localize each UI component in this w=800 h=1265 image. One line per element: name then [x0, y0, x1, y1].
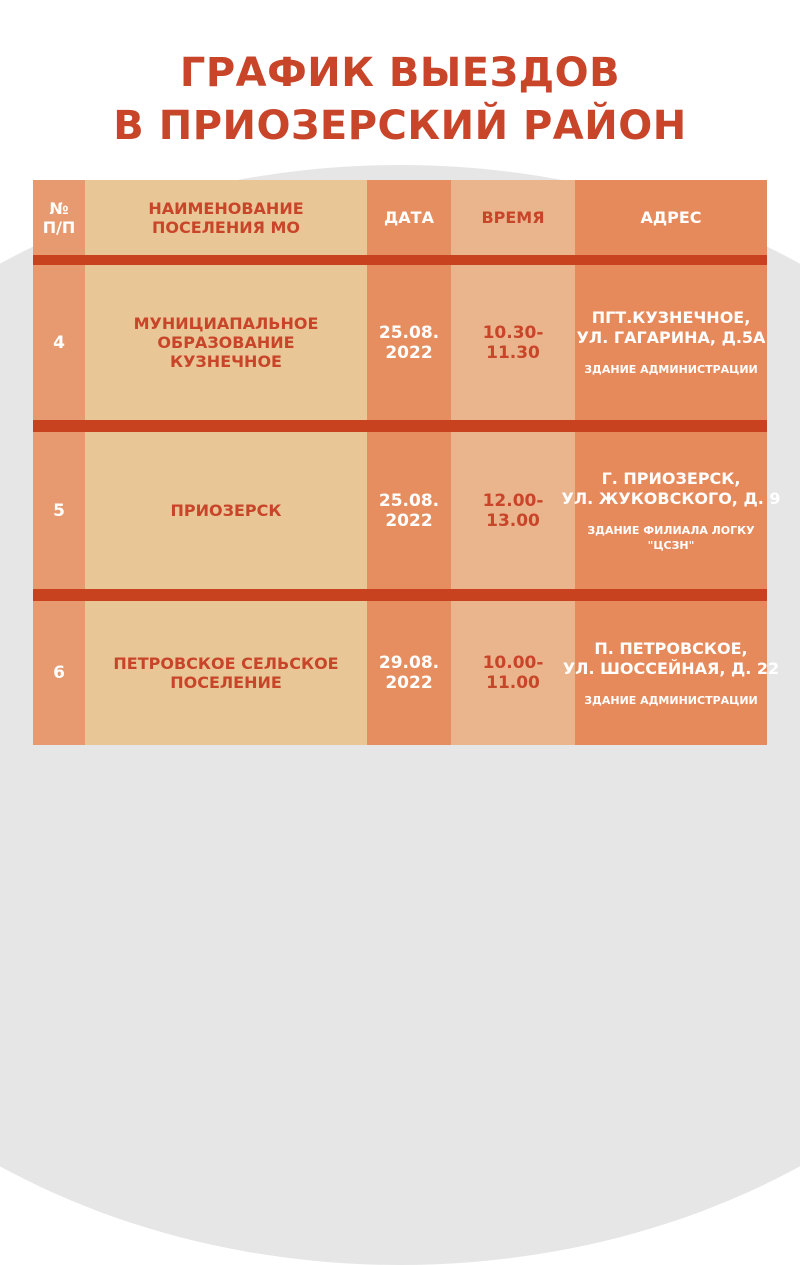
- header-name: НАИМЕНОВАНИЕ ПОСЕЛЕНИЯ МО: [85, 180, 367, 255]
- row-address-note: ЗДАНИЕ ФИЛИАЛА ЛОГКУ "ЦСЗН": [587, 523, 755, 552]
- header-time: ВРЕМЯ: [451, 180, 575, 255]
- row-date: 25.08. 2022: [367, 265, 451, 420]
- row-address-note: ЗДАНИЕ АДМИНИСТРАЦИИ: [584, 363, 758, 376]
- title-line-1: ГРАФИК ВЫЕЗДОВ: [179, 50, 621, 96]
- row-separator: [33, 589, 767, 601]
- row-address-note: ЗДАНИЕ АДМИНИСТРАЦИИ: [584, 693, 758, 707]
- table-row: [33, 432, 781, 589]
- row-address: П. ПЕТРОВСКОЕ, УЛ. ШОССЕЙНАЯ, Д. 22 ЗДАНИЕ АДМИНИСТРАЦИИ: [575, 601, 767, 745]
- row-name: ПРИОЗЕРСК: [85, 432, 367, 589]
- table-row: [33, 265, 767, 420]
- header-address: АДРЕС: [575, 180, 767, 255]
- table-row: [33, 601, 780, 745]
- row-num: 5: [33, 432, 85, 589]
- table-header: [33, 180, 767, 255]
- row-address: Г. ПРИОЗЕРСК, УЛ. ЖУКОВСКОГО, Д. 9 ЗДАНИЕ ФИЛИАЛА ЛОГКУ "ЦСЗН": [575, 432, 767, 589]
- schedule-table: [33, 180, 781, 745]
- row-date: 29.08. 2022: [367, 601, 451, 745]
- header-date: ДАТА: [367, 180, 451, 255]
- row-time: 10.30- 11.30: [451, 265, 575, 420]
- title-line-2: В ПРИОЗЕРСКИЙ РАЙОН: [113, 103, 687, 149]
- row-separator: [33, 255, 767, 265]
- row-date: 25.08. 2022: [367, 432, 451, 589]
- header-num: № П/П: [33, 180, 85, 255]
- row-name: ПЕТРОВСКОЕ СЕЛЬСКОЕ ПОСЕЛЕНИЕ: [85, 601, 367, 745]
- row-separator: [33, 420, 767, 432]
- row-num: 4: [33, 265, 85, 420]
- row-time: 10.00- 11.00: [451, 601, 575, 745]
- row-address: ПГТ.КУЗНЕЧНОЕ, УЛ. ГАГАРИНА, Д.5А ЗДАНИЕ АДМИНИСТРАЦИИ: [575, 265, 767, 420]
- row-name: МУНИЦИАПАЛЬНОЕ ОБРАЗОВАНИЕ КУЗНЕЧНОЕ: [85, 265, 367, 420]
- row-time: 12.00- 13.00: [451, 432, 575, 589]
- row-num: 6: [33, 601, 85, 745]
